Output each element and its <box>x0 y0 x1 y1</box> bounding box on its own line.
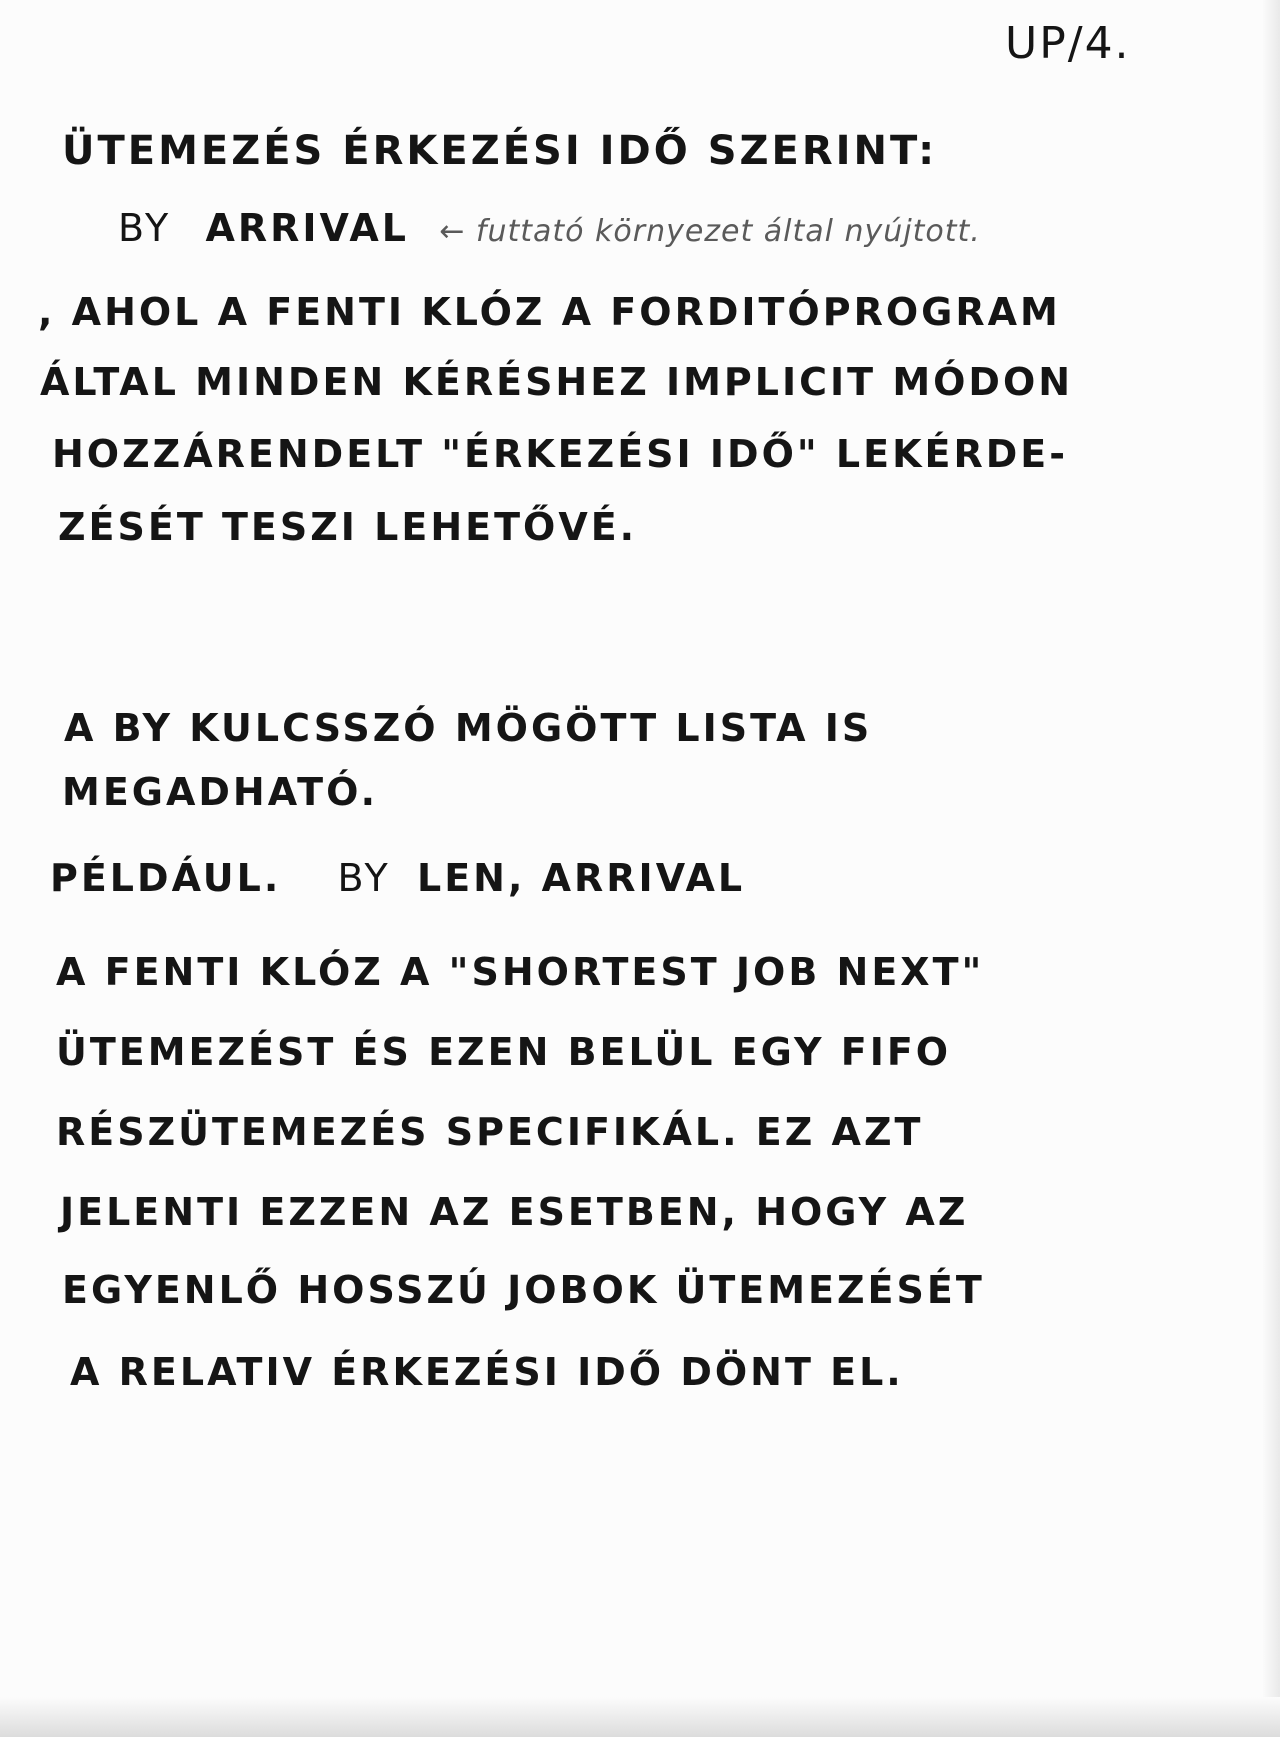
paragraph3-line-6: A RELATIV ÉRKEZÉSI IDŐ DÖNT EL. <box>70 1350 904 1394</box>
scan-edge-bottom <box>0 1697 1280 1737</box>
paragraph1-line-4: ZÉSÉT TESZI LEHETŐVÉ. <box>58 505 638 549</box>
example-by: BY <box>337 856 391 900</box>
paragraph3-line-1: A FENTI KLÓZ A "SHORTEST JOB NEXT" <box>56 950 985 994</box>
arrival-keyword: ARRIVAL <box>205 206 409 250</box>
scan-edge-right <box>1262 0 1280 1737</box>
page-number: UP/4. <box>1005 18 1131 69</box>
paragraph1-line-1: , AHOL A FENTI KLÓZ A FORDITÓPROGRAM <box>38 290 1061 334</box>
paragraph3-line-5: EGYENLŐ HOSSZÚ JOBOK ÜTEMEZÉSÉT <box>62 1268 985 1312</box>
example-code: LEN, ARRIVAL <box>416 856 746 900</box>
by-arrival-line <box>118 206 981 250</box>
paragraph2-line-2: MEGADHATÓ. <box>62 770 379 814</box>
paragraph1-line-3: HOZZÁRENDELT "ÉRKEZÉSI IDŐ" LEKÉRDE- <box>52 432 1069 476</box>
heading: ÜTEMEZÉS ÉRKEZÉSI IDŐ SZERINT: <box>62 128 938 174</box>
example-label: PÉLDÁUL. <box>50 856 282 900</box>
paragraph3-line-3: RÉSZÜTEMEZÉS SPECIFIKÁL. EZ AZT <box>56 1110 924 1154</box>
paragraph3-line-2: ÜTEMEZÉST ÉS EZEN BELÜL EGY FIFO <box>56 1030 952 1074</box>
by-keyword: BY <box>118 206 172 250</box>
paragraph2-line-1: A BY KULCSSZÓ MÖGÖTT LISTA IS <box>64 706 873 750</box>
margin-note: ← futtató környezet által nyújtott. <box>439 214 981 249</box>
example-line <box>50 856 745 900</box>
paragraph3-line-4: JELENTI EZZEN AZ ESETBEN, HOGY AZ <box>60 1190 969 1234</box>
paragraph1-line-2: ÁLTAL MINDEN KÉRÉSHEZ IMPLICIT MÓDON <box>40 360 1074 404</box>
